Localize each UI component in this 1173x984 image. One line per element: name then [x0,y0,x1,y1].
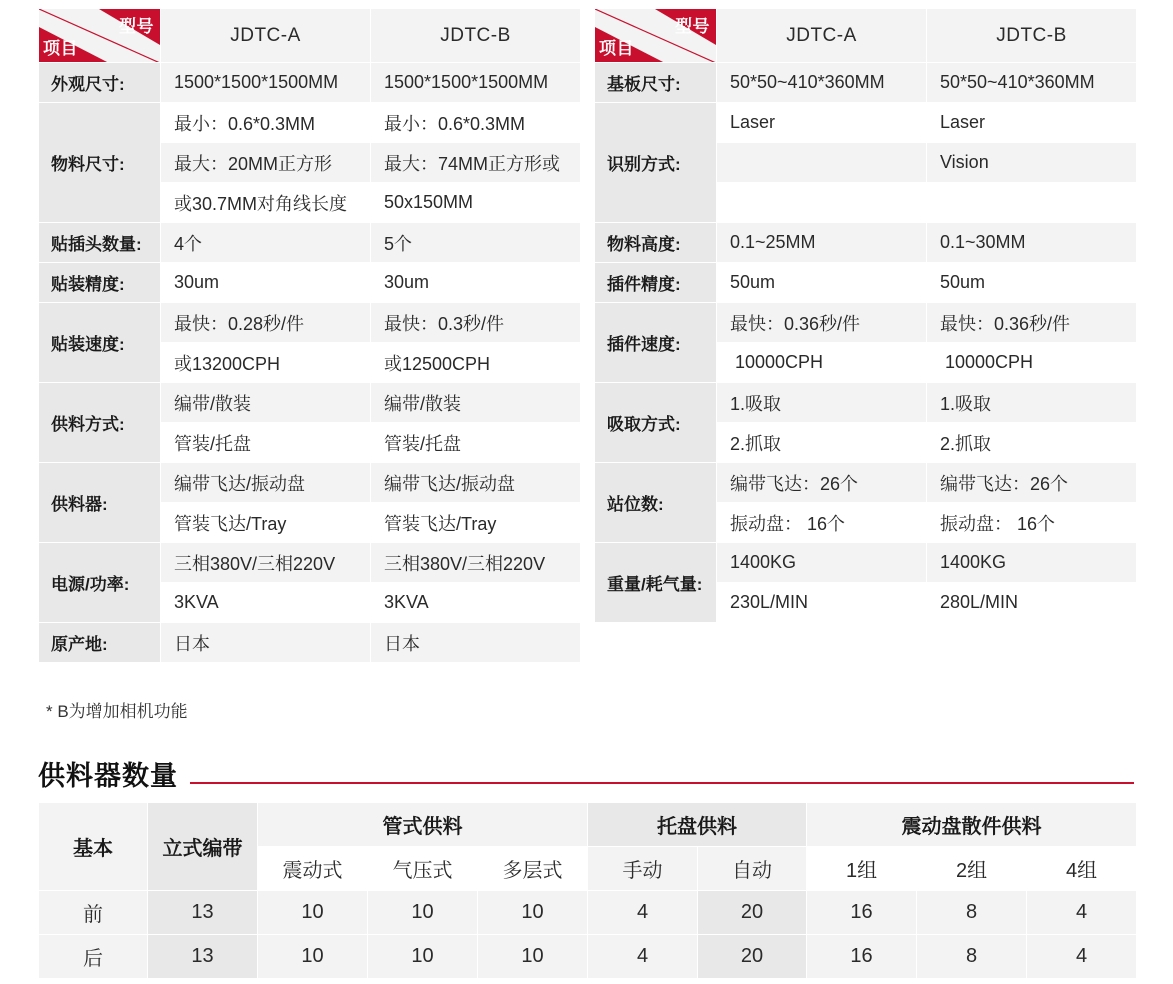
spec-value: 最快：0.36秒/件 [927,303,1137,343]
cell: 16 [807,935,917,979]
cell: 10 [478,891,588,935]
spec-row [595,303,1137,343]
spec-value: 50*50~410*360MM [717,63,927,103]
spec-value [717,183,927,223]
header-vibration-bowl-feed: 震动盘散件供料 [807,803,1137,847]
cell: 20 [698,935,807,979]
cell: 10 [368,935,478,979]
spec-value: 4个 [161,223,371,263]
column-header-model: JDTC-A [161,9,371,63]
spec-row [39,263,581,303]
spec-table-left-body [39,9,581,663]
spec-row-label: 重量/耗气量: [595,543,717,623]
spec-row-label: 基板尺寸: [595,63,717,103]
header-tube-feed: 管式供料 [258,803,588,847]
header-base: 基本 [39,803,148,891]
spec-value: 振动盘： 16个 [717,503,927,543]
spec-value: 编带飞达/振动盘 [161,463,371,503]
spec-value: 日本 [161,623,371,663]
spec-value: 50x150MM [371,183,581,223]
row-label: 后 [39,935,148,979]
cell: 20 [698,891,807,935]
cell: 10 [478,935,588,979]
spec-row [595,263,1137,303]
spec-table-left [38,8,581,663]
spec-value: 1.吸取 [717,383,927,423]
feeder-header-row-1 [39,803,1137,847]
cell: 10 [258,891,368,935]
spec-value: 30um [161,263,371,303]
spec-value: 管装/托盘 [371,423,581,463]
spec-value: 日本 [371,623,581,663]
spec-row-label: 贴装速度: [39,303,161,383]
spec-value: 5个 [371,223,581,263]
cell: 8 [917,935,1027,979]
right-header-row [595,9,1137,63]
spec-row-label: 插件速度: [595,303,717,383]
spec-value: 编带飞达/振动盘 [371,463,581,503]
spec-value: 0.1~30MM [927,223,1137,263]
spec-row [39,303,581,343]
spec-value: Laser [927,103,1137,143]
spec-value: 10000CPH [927,343,1137,383]
subheader-vibration: 震动式 [258,847,368,891]
cell: 8 [917,891,1027,935]
spec-row-label: 吸取方式: [595,383,717,463]
column-header-model: JDTC-B [371,9,581,63]
spec-value: 最快：0.3秒/件 [371,303,581,343]
spec-row [595,63,1137,103]
cell: 4 [588,935,698,979]
spec-row [595,383,1137,423]
corner-model-label: 型号 [119,17,154,36]
feeder-row-rear [39,935,1137,979]
spec-value: 编带/散装 [371,383,581,423]
spec-value: 管装飞达/Tray [371,503,581,543]
subheader-2-group: 2组 [917,847,1027,891]
spec-table-right-body [595,9,1137,623]
spec-row-label: 站位数: [595,463,717,543]
spec-value: 50*50~410*360MM [927,63,1137,103]
spec-value: 最快：0.28秒/件 [161,303,371,343]
spec-value: 1400KG [717,543,927,583]
spec-value: 最快：0.36秒/件 [717,303,927,343]
spec-value: 230L/MIN [717,583,927,623]
spec-row [39,463,581,503]
corner-item-label: 项目 [43,39,78,58]
spec-row-label: 原产地: [39,623,161,663]
spec-value: 管装飞达/Tray [161,503,371,543]
spec-value: 管装/托盘 [161,423,371,463]
cell: 10 [368,891,478,935]
spec-value: 最小：0.6*0.3MM [161,103,371,143]
spec-value: 编带飞达：26个 [717,463,927,503]
spec-row-label: 插件精度: [595,263,717,303]
spec-row-label: 外观尺寸: [39,63,161,103]
subheader-manual: 手动 [588,847,698,891]
subheader-1-group: 1组 [807,847,917,891]
corner-model-label: 型号 [675,17,710,36]
corner-header [39,9,161,63]
spec-row [39,223,581,263]
footnote: * B为增加相机功能 [46,702,188,721]
spec-value: 2.抓取 [927,423,1137,463]
spec-row [39,103,581,143]
spec-value [927,183,1137,223]
spec-value: 或30.7MM对角线长度 [161,183,371,223]
spec-value: 30um [371,263,581,303]
subheader-pneumatic: 气压式 [368,847,478,891]
spec-value: 或12500CPH [371,343,581,383]
spec-value: Vision [927,143,1137,183]
spec-row [595,463,1137,503]
spec-value: 3KVA [371,583,581,623]
spec-value [717,143,927,183]
spec-row [595,223,1137,263]
spec-row [39,543,581,583]
cell: 13 [148,935,258,979]
spec-row-label: 电源/功率: [39,543,161,623]
spec-value: 或13200CPH [161,343,371,383]
spec-value: 编带飞达：26个 [927,463,1137,503]
column-header-model: JDTC-B [927,9,1137,63]
spec-row-label: 物料高度: [595,223,717,263]
spec-value: 10000CPH [717,343,927,383]
spec-value: 最大：20MM正方形 [161,143,371,183]
spec-table-right [594,8,1137,623]
header-vertical-tape: 立式编带 [148,803,258,891]
spec-value: 2.抓取 [717,423,927,463]
spec-value: 三相380V/三相220V [371,543,581,583]
spec-value: 1500*1500*1500MM [161,63,371,103]
left-header-row [39,9,581,63]
spec-value: 3KVA [161,583,371,623]
spec-value: 最小：0.6*0.3MM [371,103,581,143]
spec-value: 1.吸取 [927,383,1137,423]
cell: 4 [588,891,698,935]
spec-row-label: 识别方式: [595,103,717,223]
cell: 4 [1027,891,1137,935]
subheader-multilayer: 多层式 [478,847,588,891]
spec-row [595,103,1137,143]
feeder-row-front [39,891,1137,935]
feeder-quantity-table [38,802,1137,979]
corner-header [595,9,717,63]
row-label: 前 [39,891,148,935]
column-header-model: JDTC-A [717,9,927,63]
spec-value: 50um [717,263,927,303]
spec-row [595,543,1137,583]
cell: 13 [148,891,258,935]
subheader-auto: 自动 [698,847,807,891]
cell: 10 [258,935,368,979]
header-tray-feed: 托盘供料 [588,803,807,847]
spec-value: 振动盘： 16个 [927,503,1137,543]
spec-row-label: 物料尺寸: [39,103,161,223]
corner-item-label: 项目 [599,39,634,58]
spec-row-label: 供料方式: [39,383,161,463]
spec-value: 0.1~25MM [717,223,927,263]
spec-value: 1400KG [927,543,1137,583]
spec-value: 1500*1500*1500MM [371,63,581,103]
spec-value: 280L/MIN [927,583,1137,623]
spec-row [39,383,581,423]
spec-value: 编带/散装 [161,383,371,423]
section-title-underline [190,782,1134,784]
spec-value: Laser [717,103,927,143]
cell: 16 [807,891,917,935]
spec-row-label: 贴插头数量: [39,223,161,263]
section-title: 供料器数量 [38,761,178,791]
spec-row [39,63,581,103]
spec-value: 最大：74MM正方形或 [371,143,581,183]
spec-value: 三相380V/三相220V [161,543,371,583]
spec-row-label: 贴装精度: [39,263,161,303]
spec-value: 50um [927,263,1137,303]
subheader-4-group: 4组 [1027,847,1137,891]
cell: 4 [1027,935,1137,979]
spec-row [39,623,581,663]
spec-row-label: 供料器: [39,463,161,543]
